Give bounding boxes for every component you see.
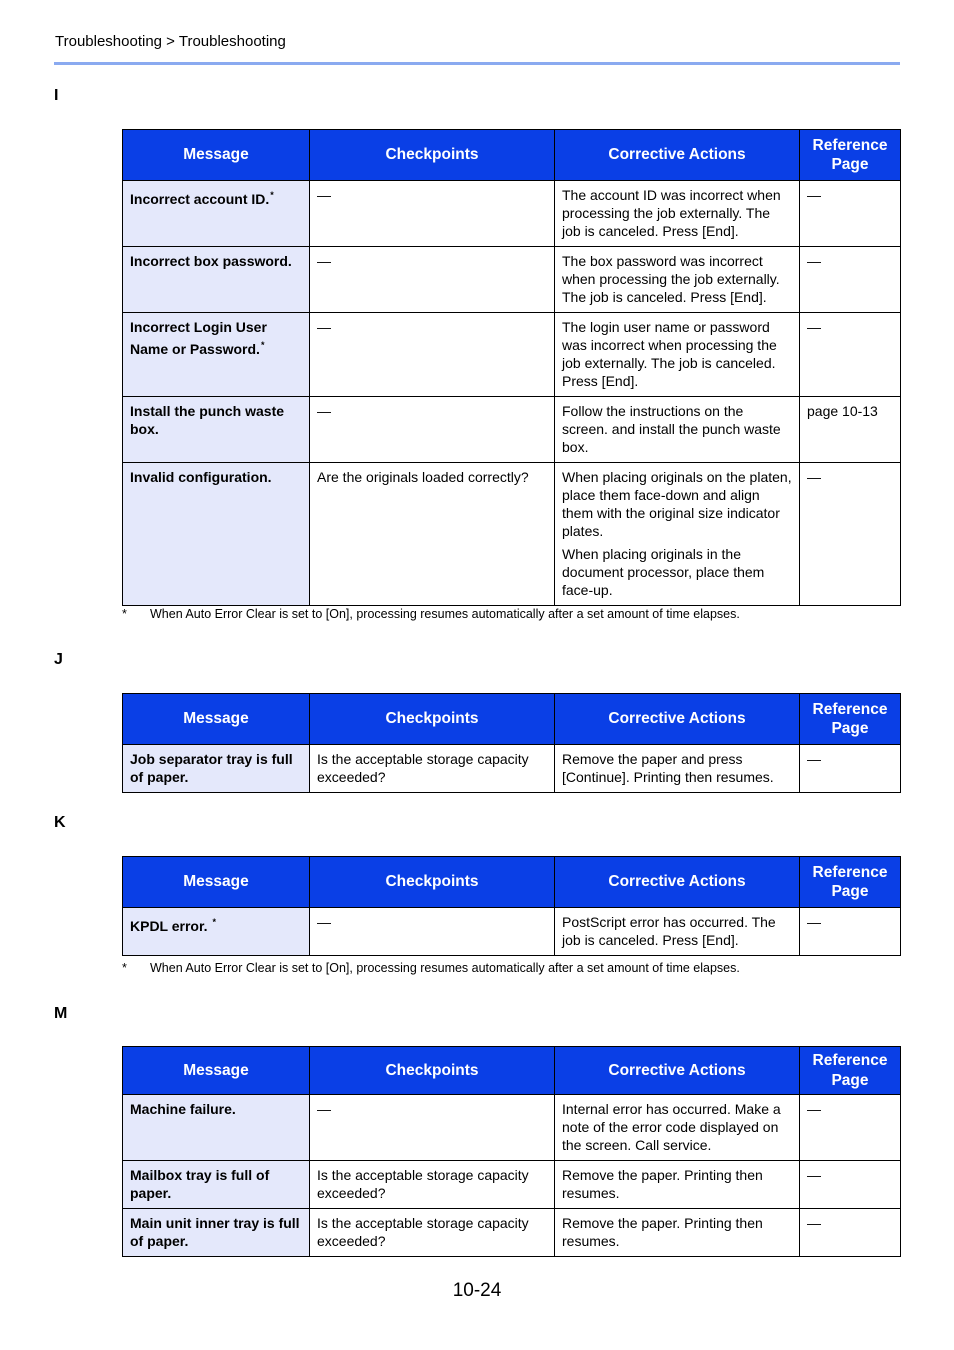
section-letter-m: M — [54, 1005, 68, 1022]
section-letter-k: K — [54, 814, 66, 831]
error-table-m — [122, 1046, 901, 1257]
col-header-message: Message — [123, 694, 310, 745]
col-header-actions: Corrective Actions — [555, 857, 800, 908]
reference-cell: — — [800, 745, 901, 793]
reference-cell: — — [800, 1209, 901, 1257]
header-rule — [54, 62, 900, 65]
col-header-checkpoints: Checkpoints — [310, 857, 555, 908]
checkpoints-cell: — — [310, 313, 555, 397]
table-row — [123, 908, 901, 956]
message-cell: KPDL error. * — [123, 908, 310, 956]
table-row — [123, 247, 901, 313]
col-header-message: Message — [123, 857, 310, 908]
message-cell: Incorrect account ID.* — [123, 181, 310, 247]
checkpoints-cell: — — [310, 397, 555, 463]
breadcrumb: Troubleshooting > Troubleshooting — [55, 33, 286, 50]
actions-cell: PostScript error has occurred. The job is canceled. Press [End]. — [555, 908, 800, 956]
checkpoints-cell: Is the acceptable storage capacity exceeded? — [310, 745, 555, 793]
page-number: 10-24 — [452, 1280, 502, 1301]
footnote: * When Auto Error Clear is set to [On], processing resumes automatically after a set amount of time elapses. — [122, 607, 740, 621]
message-cell: Main unit inner tray is full of paper. — [123, 1209, 310, 1257]
table-row — [123, 313, 901, 397]
col-header-checkpoints: Checkpoints — [310, 130, 555, 181]
action-paragraph: When placing originals on the platen, place them face-down and align them with the original size indicator plates. — [562, 469, 792, 539]
col-header-checkpoints: Checkpoints — [310, 1047, 555, 1095]
checkpoints-cell: — — [310, 1095, 555, 1161]
message-cell: Install the punch waste box. — [123, 397, 310, 463]
col-header-reference: Reference Page — [800, 857, 901, 908]
message-cell: Incorrect box password. — [123, 247, 310, 313]
table-row — [123, 397, 901, 463]
reference-cell: — — [800, 247, 901, 313]
col-header-actions: Corrective Actions — [555, 1047, 800, 1095]
checkpoints-cell: — — [310, 181, 555, 247]
actions-cell: The login user name or password was incorrect when processing the job externally. The job is canceled. Press [End]. — [555, 313, 800, 397]
section-letter-j: J — [54, 651, 63, 668]
error-table-j — [122, 693, 901, 793]
checkpoints-cell: — — [310, 247, 555, 313]
col-header-message: Message — [123, 130, 310, 181]
actions-cell: Remove the paper. Printing then resumes. — [555, 1161, 800, 1209]
message-cell: Job separator tray is full of paper. — [123, 745, 310, 793]
col-header-checkpoints: Checkpoints — [310, 694, 555, 745]
footnote: * When Auto Error Clear is set to [On], processing resumes automatically after a set amount of time elapses. — [122, 961, 740, 975]
message-cell: Machine failure. — [123, 1095, 310, 1161]
message-cell: Mailbox tray is full of paper. — [123, 1161, 310, 1209]
reference-cell: — — [800, 1161, 901, 1209]
actions-cell: The account ID was incorrect when processing the job externally. The job is canceled. Press [End]. — [555, 181, 800, 247]
table-row — [123, 745, 901, 793]
col-header-reference: Reference Page — [800, 694, 901, 745]
checkpoints-cell: Are the originals loaded correctly? — [310, 463, 555, 606]
actions-cell: Remove the paper and press [Continue]. Printing then resumes. — [555, 745, 800, 793]
reference-cell: — — [800, 908, 901, 956]
reference-cell: — — [800, 1095, 901, 1161]
error-table-k — [122, 856, 901, 956]
reference-cell: — — [800, 463, 901, 606]
col-header-reference: Reference Page — [800, 1047, 901, 1095]
reference-cell: page 10-13 — [800, 397, 901, 463]
reference-cell: — — [800, 313, 901, 397]
table-row — [123, 181, 901, 247]
table-row — [123, 1209, 901, 1257]
col-header-actions: Corrective Actions — [555, 694, 800, 745]
col-header-actions: Corrective Actions — [555, 130, 800, 181]
actions-cell: Internal error has occurred. Make a note of the error code displayed on the screen. Call service. — [555, 1095, 800, 1161]
actions-cell: Follow the instructions on the screen. and install the punch waste box. — [555, 397, 800, 463]
checkpoints-cell: — — [310, 908, 555, 956]
message-cell: Incorrect Login User Name or Password.* — [123, 313, 310, 397]
reference-cell: — — [800, 181, 901, 247]
table-row — [123, 1161, 901, 1209]
section-letter-i: I — [54, 87, 59, 104]
actions-cell — [555, 463, 800, 606]
error-table-i — [122, 129, 901, 606]
checkpoints-cell: Is the acceptable storage capacity exceeded? — [310, 1209, 555, 1257]
checkpoints-cell: Is the acceptable storage capacity exceeded? — [310, 1161, 555, 1209]
table-row — [123, 463, 901, 606]
table-row — [123, 1095, 901, 1161]
actions-cell: The box password was incorrect when processing the job externally. The job is canceled. Press [End]. — [555, 247, 800, 313]
col-header-reference: Reference Page — [800, 130, 901, 181]
message-cell: Invalid configuration. — [123, 463, 310, 606]
actions-cell: Remove the paper. Printing then resumes. — [555, 1209, 800, 1257]
col-header-message: Message — [123, 1047, 310, 1095]
action-paragraph: When placing originals in the document processor, place them face-up. — [562, 546, 765, 598]
